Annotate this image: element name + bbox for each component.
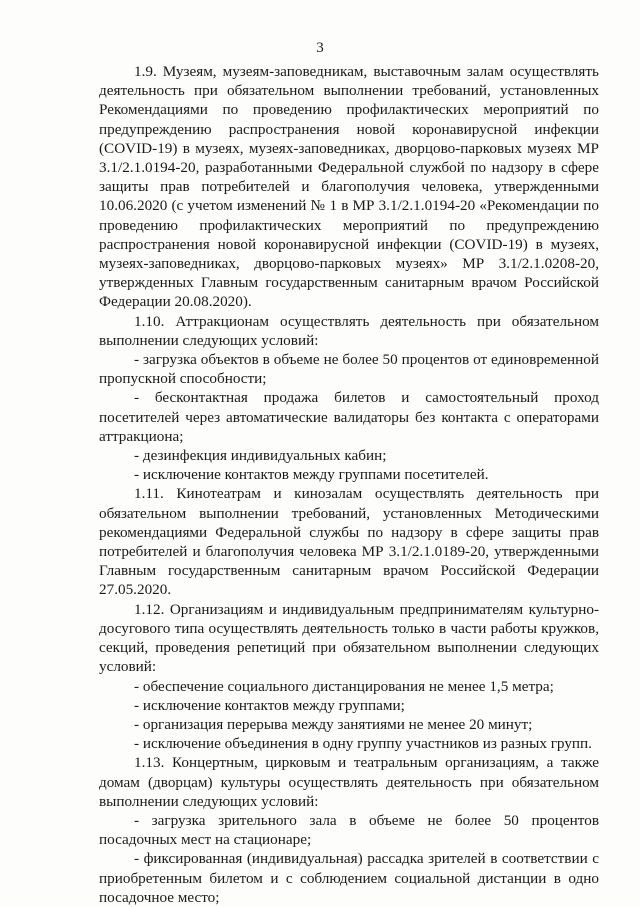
list-item: - исключение контактов между группами посетителей.	[134, 466, 489, 484]
list-item: - загрузка зрительного зала в объеме не более 50 процентов посадочных мест на стационаре;	[99, 811, 599, 849]
paragraph-1-10: 1.10. Аттракционам осуществлять деятельность при обязательном выполнении следующих условий:	[99, 312, 599, 349]
list-item: - обеспечение социального дистанцирования не менее 1,5 метра;	[134, 677, 554, 695]
list-item: - дезинфекция индивидуальных кабин;	[134, 447, 387, 465]
paragraph-1-9: 1.9. Музеям, музеям-заповедникам, выставочным залам осуществлять деятельность при обязательном выполнении требований, установленных Рекомендациями по проведению профилактических мероприятий по предупреждению распространения новой коронавирусной инфекции (COVID-19) в музеях, музеях-заповедниках, дворцово-парковых музеях МР 3.1/2.1.0194-20, разработанными Федеральной службой по надзору в сфере защиты прав потребителей и благополучия человека, утвержденными 10.06.2020 (с учетом изменений № 1 в МР 3.1/2.1.0194-20 «Рекомендации по проведению профилактических мероприятий по предупреждению распространения новой коронавирусной инфекции (COVID-19) в музеях, музеях-заповедниках, дворцово-парковых музеях» МР 3.1/2.1.0208-20, утвержденных Главным государственным санитарным врачом Российской Федерации 20.08.2020).	[99, 63, 599, 311]
paragraph-1-12: 1.12. Организациям и индивидуальным предпринимателям культурно-досугового типа осуществлять деятельность только в части работы кружков, секций, проведения репетиций при обязательном выполнении следующих условий:	[99, 600, 599, 676]
document-body	[99, 62, 599, 907]
list-item: - фиксированная (индивидуальная) рассадка зрителей в соответствии с приобретенным билетом и с соблюдением социальной дистанции в одно посадочное место;	[99, 850, 599, 906]
list-item: - исключение контактов между группами;	[134, 696, 405, 714]
list-item: - бесконтактная продажа билетов и самостоятельный проход посетителей через автоматические валидаторы без контакта с операторами аттракциона;	[99, 389, 599, 445]
page-number: 3	[316, 40, 324, 56]
paragraph-1-13: 1.13. Концертным, цирковым и театральным организациям, а также домам (дворцам) культуры осуществлять деятельность при обязательном выполнении следующих условий:	[99, 754, 599, 810]
list-item: - загрузка объектов в объеме не более 50 процентов от единовременной пропускной способности;	[99, 351, 599, 388]
list-item: - исключение объединения в одну группу участников из разных групп.	[134, 735, 592, 753]
list-item: - организация перерыва между занятиями не менее 20 минут;	[134, 715, 533, 733]
paragraph-1-11: 1.11. Кинотеатрам и кинозалам осуществлять деятельность при обязательном выполнении требований, установленных Методическими рекомендациями Федеральной службы по надзору в сфере защиты прав потребителей и благополучия человека МР 3.1/2.1.0189-20, утвержденными Главным государственным санитарным врачом Российской Федерации 27.05.2020.	[99, 485, 599, 599]
